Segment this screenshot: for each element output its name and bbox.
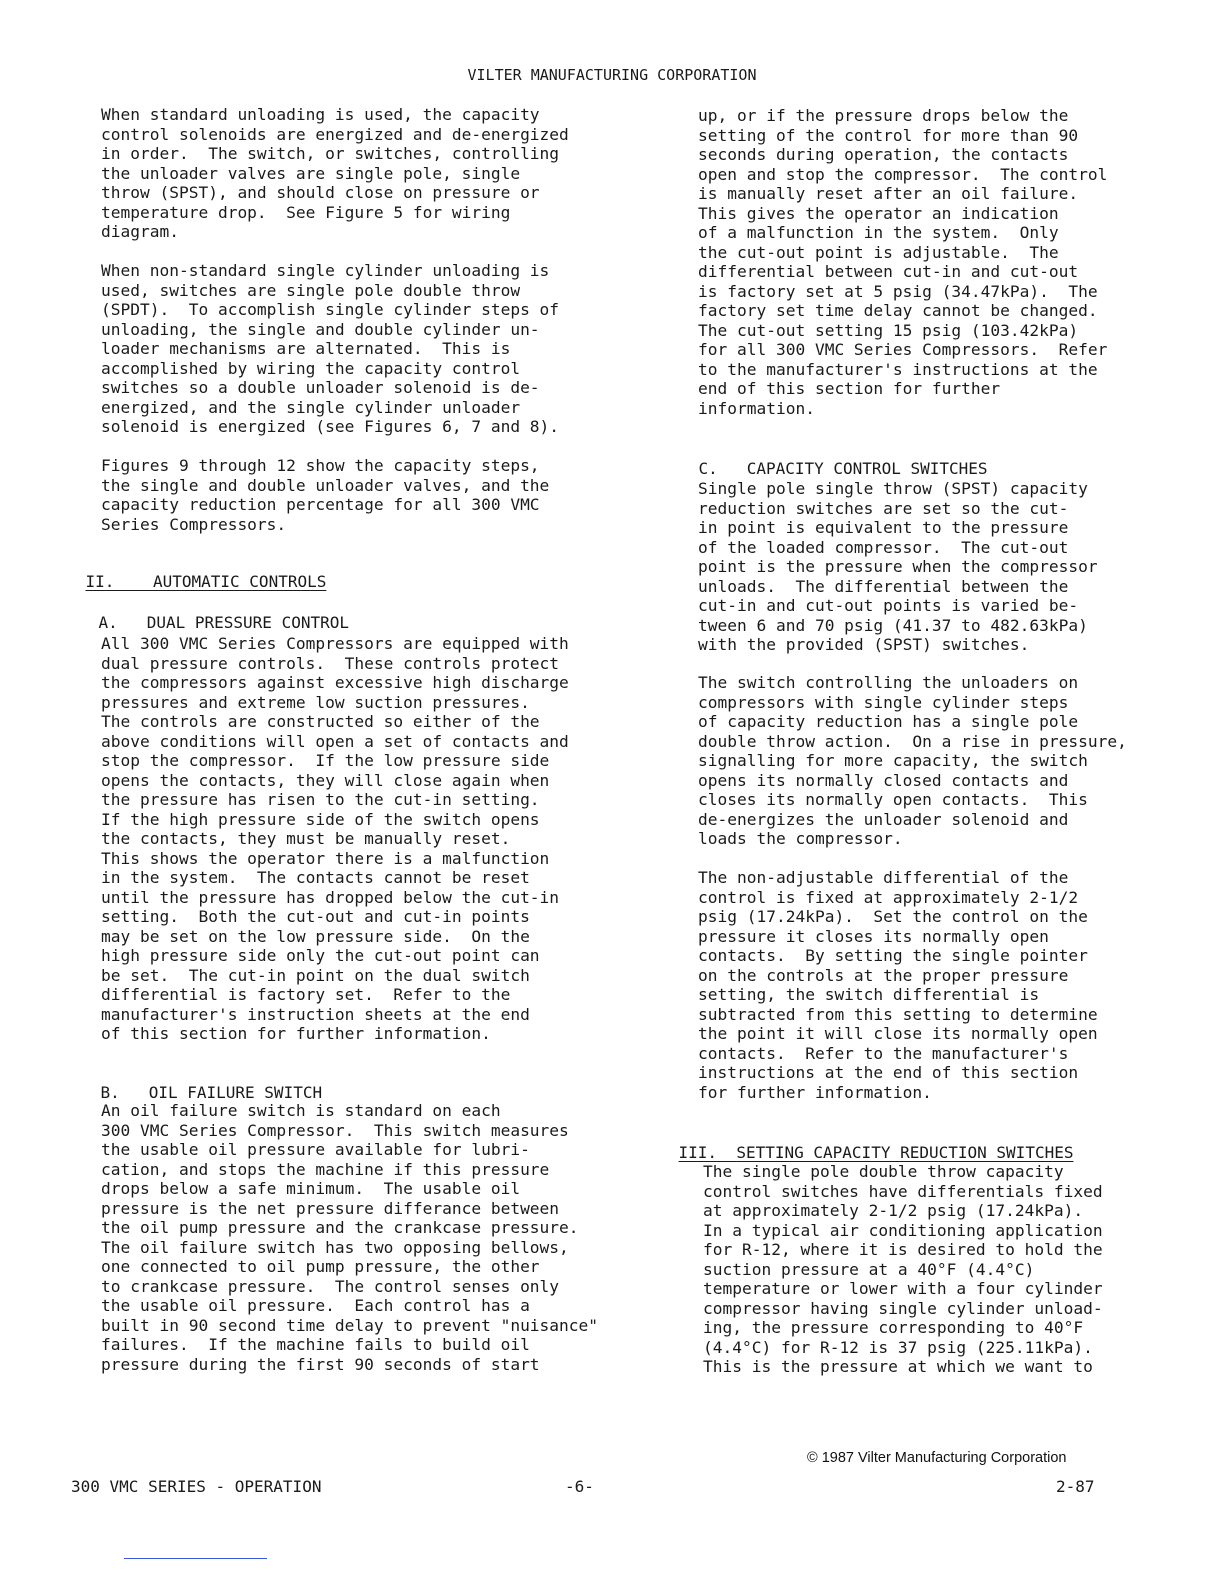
left-paragraph-standard-unloading: When standard unloading is used, the capacity control solenoids are energized and de-energized in order. The switch, or switches, controlling the unloader valves are single pole, single throw (SPST), and should close on pressure or temperature drop. See Figure 5 for wiring diagram. <box>101 105 569 241</box>
left-paragraph-non-standard-unloading: When non-standard single cylinder unloading is used, switches are single pole double throw (SPDT). To accomplish single cylinder steps of unloading, the single and double cylinder un- loader mechanisms are alternated. This is accomplished by wiring the capacity control switches so a double unloader solenoid is de- energized, and the single cylinder unloader solenoid is energized (see Figures 6, 7 and 8). <box>101 261 560 436</box>
right-paragraph-oil-failure-cont: up, or if the pressure drops below the setting of the control for more than 90 seconds during operation, the contacts open and stop the compressor. The control is manually reset after an oil failure. This gives the operator an indication of a malfunction in the system. Only the cut-out point is adjustable. The differential between cut-in and cut-out is factory set at 5 psig (34.47kPa). The factory set time delay cannot be changed. The cut-out setting 15 psig (103.42kPa) for all 300 VMC Series Compressors. Refer to the manufacturer's instructions at the end of this section for further information. <box>698 106 1108 418</box>
left-paragraph-figures: Figures 9 through 12 show the capacity steps, the single and double unloader valves, and the capacity reduction percentage for all 300 VMC Series Compressors. <box>101 456 550 534</box>
subsection-letter: A. <box>98 613 118 632</box>
footer-title: 300 VMC SERIES - OPERATION <box>71 1477 322 1496</box>
copyright-notice: © 1987 Vilter Manufacturing Corporation <box>807 1450 1067 1466</box>
subsection-title: CAPACITY CONTROL SWITCHES <box>746 459 988 478</box>
scan-artifact-line <box>124 1558 267 1559</box>
subsection-title: OIL FAILURE SWITCH <box>148 1083 323 1102</box>
left-paragraph-dual-pressure: All 300 VMC Series Compressors are equipped with dual pressure controls. These controls protect the compressors against excessive high discharge pressures and extreme low suction pressures. The controls are constructed so either of the above conditions will open a set of contacts and stop the compressor. If the low pressure side opens the contacts, they will close again when the pressure has risen to the cut-in setting. If the high pressure side of the switch opens the contacts, they must be manually reset. This shows the operator there is a malfunction in the system. The contacts cannot be reset until the pressure has dropped below the cut-in setting. Both the cut-out and cut-in points may be set on the low pressure side. On the high pressure side only the cut-out point can be set. The cut-in point on the dual switch differential is factory set. Refer to the manufacturer's instruction sheets at the end of this section for further information. <box>101 634 569 1043</box>
right-paragraph-setting: The single pole double throw capacity control switches have differentials fixed at approximately 2-1/2 psig (17.24kPa). In a typical air conditioning application for R-12, where it is desired to hold the suction pressure at a 40°F (4.4°C) temperature or lower with a four cylinder compressor having single cylinder unload- ing, the pressure corresponding to 40°F (4.4°C) for R-12 is 37 psig (225.11kPa). This is the pressure at which we want to <box>703 1162 1103 1376</box>
section-title: AUTOMATIC CONTROLS <box>152 572 327 591</box>
left-paragraph-oil-failure: An oil failure switch is standard on each 300 VMC Series Compressor. This switch measures the usable oil pressure available for lubri- cation, and stops the machine if this pressure drops below a safe minimum. The usable oil pressure is the net pressure differance between the oil pump pressure and the crankcase pressure. The oil failure switch has two opposing bellows, one connected to oil pump pressure, the other to crankcase pressure. The control senses only the usable oil pressure. Each control has a built in 90 second time delay to prevent "nuisance" failures. If the machine fails to build oil pressure during the first 90 seconds of start <box>101 1101 599 1374</box>
section-number: III. <box>678 1143 718 1162</box>
right-paragraph-spst: Single pole single throw (SPST) capacity reduction switches are set so the cut- in point is equivalent to the pressure of the loaded compressor. The cut-out point is the pressure when the compressor unloads. The differential between the cut-in and cut-out points is varied be- tween 6 and 70 psig (41.37 to 482.63kPa) with the provided (SPST) switches. <box>698 479 1098 654</box>
subsection-letter: B. <box>100 1083 120 1102</box>
section-title: SETTING CAPACITY REDUCTION SWITCHES <box>736 1143 1074 1162</box>
subsection-title: DUAL PRESSURE CONTROL <box>146 613 349 632</box>
page-header: VILTER MANUFACTURING CORPORATION <box>467 66 757 84</box>
revision-date: 2-87 <box>1056 1477 1095 1496</box>
section-number: II. <box>85 572 115 591</box>
right-paragraph-spdt: The switch controlling the unloaders on compressors with single cylinder steps of capacity reduction has a single pole double throw action. On a rise in pressure, signalling for more capacity, the switch opens its normally closed contacts and closes its normally open contacts. This de-energizes the unloader solenoid and loads the compressor. <box>698 673 1127 848</box>
right-paragraph-differential: The non-adjustable differential of the control is fixed at approximately 2-1/2 psig (17.24kPa). Set the control on the pressure it closes its normally open contacts. By setting the single pointer on the controls at the proper pressure setting, the switch differential is subtracted from this setting to determine the point it will close its normally open contacts. Refer to the manufacturer's instructions at the end of this section for further information. <box>698 868 1098 1102</box>
page-number: -6- <box>565 1477 594 1496</box>
subsection-letter: C. <box>698 459 718 478</box>
